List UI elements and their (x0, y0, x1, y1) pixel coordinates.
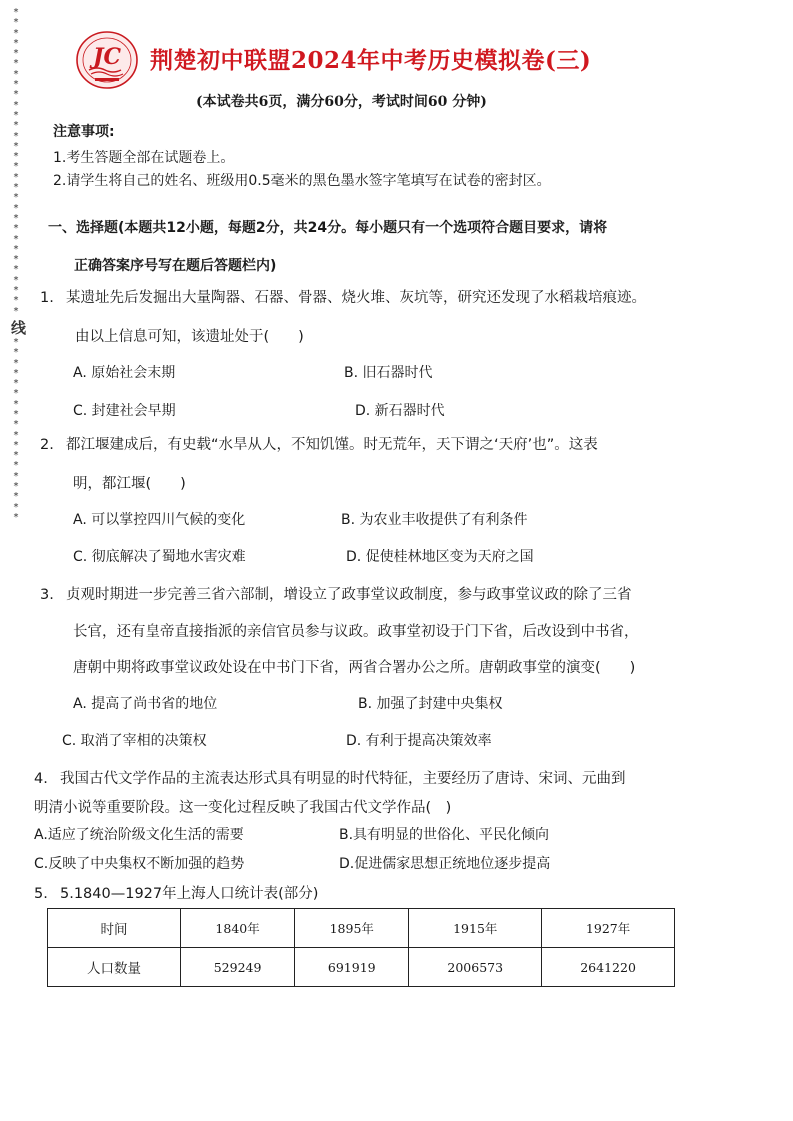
section-heading-line-2: 正确答案序号写在题后答题栏内) (74, 258, 277, 274)
question-3-line-3: 唐朝中期将政事堂议政处设在中书门下省，两省合署办公之所。唐朝政事堂的演变( ) (73, 660, 636, 676)
margin-stars-top: * * * * * * * * * * * * * * * * * * * * * * * * * * * * * * (13, 7, 19, 317)
table-row (48, 909, 675, 948)
question-2-option-d: D. 促使桂林地区变为天府之国 (346, 549, 534, 565)
exam-title: 荆楚初中联盟2024年中考历史模拟卷(三) (150, 47, 592, 74)
question-4-line-2: 明清小说等重要阶段。这一变化过程反映了我国古代文学作品( ) (34, 800, 452, 816)
question-2-option-c: C. 彻底解决了蜀地水害灾难 (73, 549, 246, 565)
exam-subtitle: (本试卷共6页，满分60分，考试时间60 分钟) (196, 94, 487, 110)
table-value-cell: 691919 (295, 948, 409, 987)
section-heading (48, 209, 678, 285)
question-3-option-d: D. 有利于提高决策效率 (346, 733, 492, 749)
question-1-option-a: A. 原始社会末期 (73, 365, 176, 381)
question-4-option-c: C.反映了中央集权不断加强的趋势 (34, 856, 245, 872)
question-4-line-1: 4. 我国古代文学作品的主流表达形式具有明显的时代特征，主要经历了唐诗、宋词、元曲到 (34, 771, 626, 787)
question-1-number: 1. (40, 290, 54, 306)
table-value-cell: 2641220 (542, 948, 675, 987)
question-4-option-d: D.促进儒家思想正统地位逐步提高 (339, 856, 551, 872)
question-4-option-a: A.适应了统治阶级文化生活的需要 (34, 827, 244, 843)
table-year-cell: 1927年 (542, 909, 675, 948)
table-year-cell: 1915年 (409, 909, 542, 948)
question-4-option-b: B.具有明显的世俗化、平民化倾向 (339, 827, 550, 843)
margin-stars-bottom: * * * * * * * * * * * * * * * * * * (13, 336, 19, 523)
table-value-cell: 529249 (181, 948, 295, 987)
question-1-option-b: B. 旧石器时代 (344, 365, 433, 381)
table-year-cell: 1840年 (181, 909, 295, 948)
question-3-line-2: 长官，还有皇帝直接指派的亲信官员参与议政。政事堂初设于门下省，后改设到中书省， (73, 624, 639, 640)
question-2-option-a: A. 可以掌控四川气候的变化 (73, 512, 246, 528)
question-1-line-2: 由以上信息可知，该遗址处于( ) (75, 329, 304, 345)
section-heading-line-1: 一、选择题(本题共12小题，每题2分，共24分。每小题只有一个选项符合题目要求，请将 (48, 220, 608, 236)
population-table (47, 908, 675, 987)
notice-heading: 注意事项: (53, 124, 115, 140)
binding-line-char: 线 (9, 319, 27, 335)
table-header-label: 时间 (48, 909, 181, 948)
table-row (48, 948, 675, 987)
notice-item-1: 1.考生答题全部在试题卷上。 (53, 150, 235, 166)
question-2-line-1: 2. 都江堰建成后，有史载“水旱从人，不知饥馑。时无荒年，天下谓之‘天府’也”。这表 (40, 437, 598, 453)
question-4-number: 4. (34, 771, 48, 787)
question-1-line-1: 1. 某遗址先后发掘出大量陶器、石器、骨器、烧火堆、灰坑等，研究还发现了水稻栽培痕迹。 (40, 290, 646, 306)
notice-item-2: 2.请学生将自己的姓名、班级用0.5毫米的黑色墨水签字笔填写在试卷的密封区。 (53, 173, 551, 189)
exam-logo (75, 30, 139, 90)
question-3-number: 3. (40, 587, 54, 603)
question-5-number: 5. (34, 886, 48, 902)
question-1-option-c: C. 封建社会早期 (73, 403, 176, 419)
question-1-option-d: D. 新石器时代 (355, 403, 445, 419)
question-2-option-b: B. 为农业丰收提供了有利条件 (341, 512, 528, 528)
table-year-cell: 1895年 (295, 909, 409, 948)
question-3-line-1: 3. 贞观时期进一步完善三省六部制，增设立了政事堂议政制度，参与政事堂议政的除了三省 (40, 587, 632, 603)
table-value-cell: 2006573 (409, 948, 542, 987)
question-3-option-a: A. 提高了尚书省的地位 (73, 696, 218, 712)
table-row-label: 人口数量 (48, 948, 181, 987)
binding-margin (9, 7, 27, 528)
logo-text: JC (93, 44, 121, 70)
question-5-line-1: 5. 5.1840—1927年上海人口统计表(部分) (34, 886, 319, 902)
question-3-option-b: B. 加强了封建中央集权 (358, 696, 503, 712)
question-3-option-c: C. 取消了宰相的决策权 (62, 733, 207, 749)
question-2-number: 2. (40, 437, 54, 453)
question-2-line-2: 明，都江堰( ) (73, 476, 186, 492)
